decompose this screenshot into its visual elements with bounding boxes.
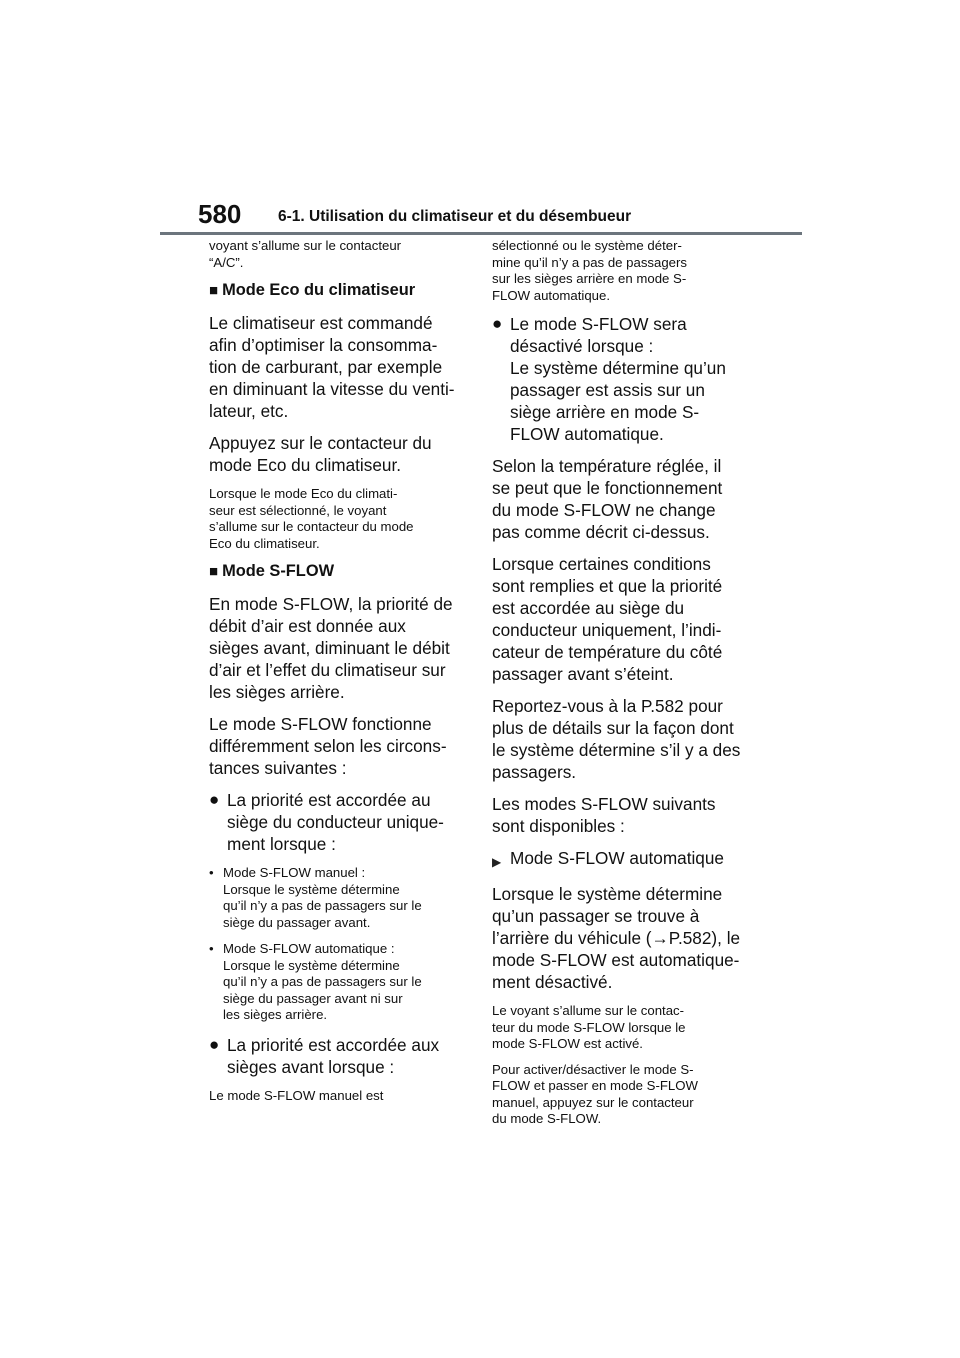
square-bullet-icon: ■ (209, 563, 219, 580)
arrow-list-item-text: Mode S-FLOW automatique (510, 848, 724, 868)
right-column (492, 238, 750, 1137)
section-title: 6-1. Utilisation du climatiseur et du désembueur (278, 208, 632, 225)
bullet-icon: ● (492, 314, 503, 333)
paragraph: Le climatiseur est commandé afin d’optimiser la consomma- tion de carburant, par exemple en diminuant la vitesse du venti- lateur, etc. (209, 313, 455, 421)
list-item-text: Le mode S-FLOW sera désactivé lorsque : Le système détermine qu’un passager est assis sur un siège arrière en mode S- FLOW automatique. (510, 314, 726, 444)
note-paragraph: Le voyant s’allume sur le contac- teur du mode S-FLOW lorsque le mode S-FLOW est activé. (492, 1003, 686, 1051)
note-paragraph: Le mode S-FLOW manuel est (209, 1087, 384, 1103)
note-paragraph: sélectionné ou le système déter- mine qu’il n’y a pas de passagers sur les sièges arrière en mode S- FLOW automatique. (492, 238, 687, 303)
list-item (209, 1034, 465, 1078)
sub-list-item-text: Mode S-FLOW manuel : Lorsque le système détermine qu’il n’y a pas de passagers sur le siège du passager avant. (223, 865, 422, 930)
bullet-icon: ● (209, 1034, 220, 1054)
list-item (492, 313, 750, 445)
dot-icon: • (209, 941, 214, 956)
heading-text: Mode S-FLOW (222, 562, 335, 580)
paragraph: Reportez-vous à la P.582 pour plus de détails sur la façon dont le système détermine s’il y a des passagers. (492, 696, 741, 782)
paragraph: voyant s’allume sur le contacteur “A/C”. (209, 238, 402, 270)
section-heading-eco (209, 280, 465, 301)
bullet-icon: ● (209, 790, 220, 809)
paragraph: Le mode S-FLOW fonctionne différemment selon les circons- tances suivantes : (209, 714, 447, 778)
paragraph: Lorsque certaines conditions sont remplies et que la priorité est accordée au siège du conducteur uniquement, l’indi- cateur de température du côté passager avant s’éteint. (492, 554, 723, 684)
sub-list-item (209, 941, 465, 1024)
page-header (0, 0, 960, 240)
sub-list-item-text: Mode S-FLOW automatique : Lorsque le système détermine qu’il n’y a pas de passagers sur le siège du passager avant ni sur les sièges arrière. (223, 941, 422, 1022)
square-bullet-icon: ■ (209, 282, 219, 299)
heading-text: Mode Eco du climatiseur (222, 281, 416, 299)
dot-icon: • (209, 865, 214, 880)
note-paragraph: Pour activer/désactiver le mode S- FLOW et passer en mode S-FLOW manuel, appuyez sur le contacteur du mode S-FLOW. (492, 1061, 698, 1126)
paragraph: Appuyez sur le contacteur du mode Eco du climatiseur. (209, 433, 432, 475)
paragraph: Les modes S-FLOW suivants sont disponibles : (492, 794, 716, 836)
page-number: 580 (198, 199, 242, 229)
sub-list-item (209, 865, 465, 931)
note-paragraph: Lorsque le mode Eco du climati- seur est sélectionné, le voyant s’allume sur le contacteur du mode Eco du climatiseur. (209, 486, 414, 551)
list-item-text: La priorité est accordée aux sièges avant lorsque : (227, 1034, 440, 1077)
header-rule (160, 232, 802, 235)
section-heading-sflow (209, 561, 465, 582)
list-item (209, 789, 465, 855)
paragraph: Selon la température réglée, il se peut que le fonctionnement du mode S-FLOW ne change pas comme décrit ci-dessus. (492, 456, 723, 542)
list-item-text: La priorité est accordée au siège du conducteur unique- ment lorsque : (227, 790, 444, 854)
left-column (209, 238, 465, 1113)
paragraph: Lorsque le système détermine qu’un passager se trouve à l’arrière du véhicule (→P.582), le mode S-FLOW est automatique- ment désactivé. (492, 884, 741, 992)
paragraph: En mode S-FLOW, la priorité de débit d’air est donnée aux sièges avant, diminuant le débit d’air et l’effet du climatiseur sur les sièges arrière. (209, 594, 453, 702)
arrow-list-item (492, 847, 750, 873)
arrow-right-icon: ▶ (492, 855, 502, 869)
